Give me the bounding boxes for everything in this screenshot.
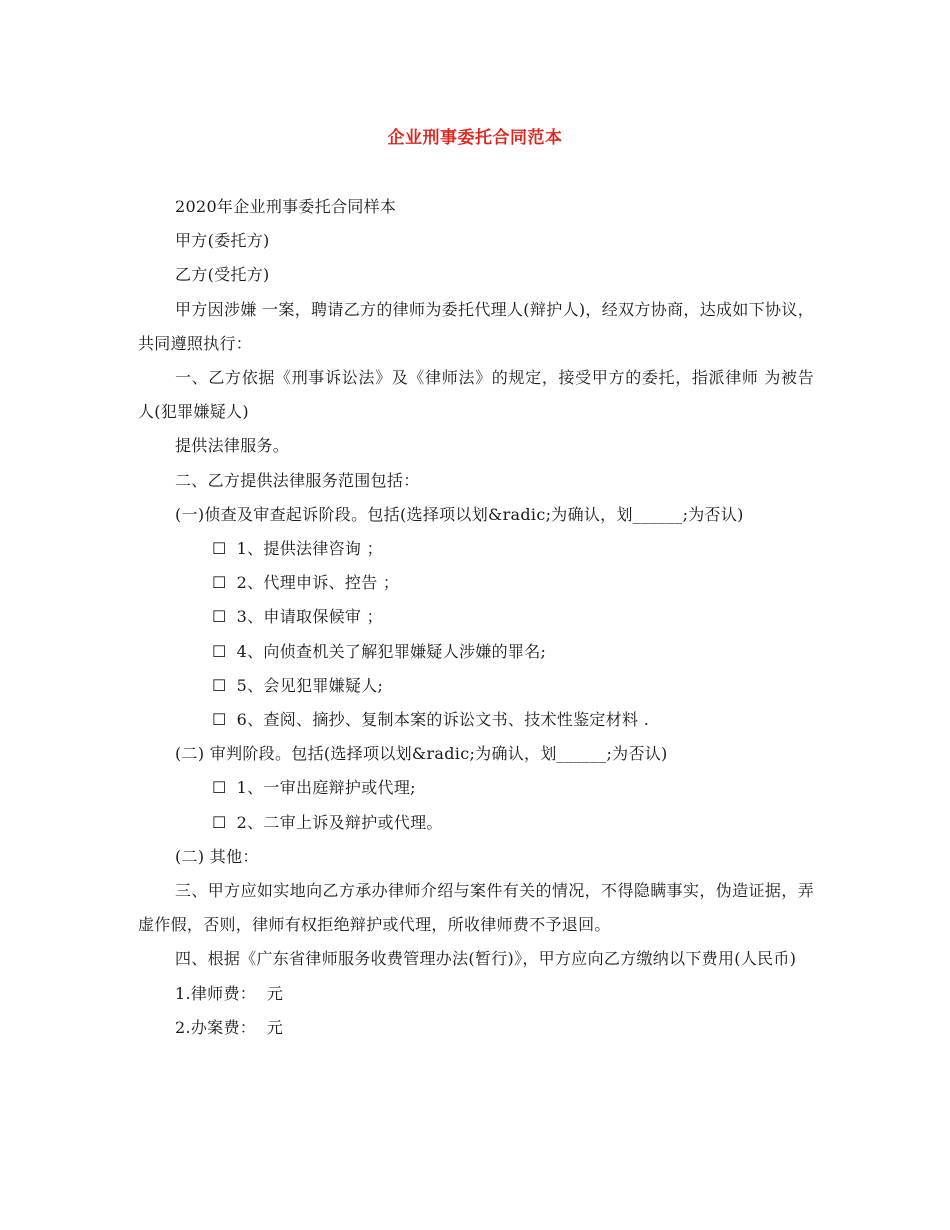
checkbox-icon[interactable]: ☐ [212, 812, 227, 832]
document-body [138, 190, 814, 1045]
fee-lawyer-line: 1.律师费： 元 [175, 983, 284, 1003]
clause-4-paragraph: 四、根据《广东省律师服务收费管理办法(暂行)》，甲方应向乙方缴纳以下费用(人民币) [175, 949, 797, 969]
checkbox-item-label: 5、会见犯罪嫌疑人; [236, 675, 384, 695]
checkbox-item-label: 1、提供法律咨询 ； [236, 539, 383, 559]
checkbox-item [138, 771, 814, 805]
checkbox-item [138, 566, 814, 600]
checkbox-icon[interactable]: ☐ [212, 607, 227, 627]
checkbox-icon[interactable]: ☐ [212, 710, 227, 730]
doc-heading-line: 2020年企业刑事委托合同样本 [175, 197, 397, 216]
checkbox-icon[interactable]: ☐ [212, 778, 227, 798]
checkbox-item-label: 4、向侦查机关了解犯罪嫌疑人涉嫌的罪名; [236, 641, 547, 661]
checkbox-item [138, 635, 814, 669]
checkbox-item-label: 3、申请取保候审 ； [236, 607, 383, 627]
party-b-line: 乙方(受托方) [175, 265, 270, 285]
checkbox-item [138, 532, 814, 566]
checkbox-icon[interactable]: ☐ [212, 539, 227, 559]
checkbox-item-label: 2、二审上诉及辩护或代理。 [236, 812, 443, 832]
checkbox-item [138, 669, 814, 703]
checkbox-item-label: 1、一审出庭辩护或代理; [236, 778, 416, 798]
checkbox-icon[interactable]: ☐ [212, 641, 227, 661]
checkbox-item [138, 600, 814, 634]
clause-1-paragraph: 一、乙方依据《刑事诉讼法》及《律师法》的规定，接受甲方的委托，指派律师 为被告人(犯罪嫌疑人) [138, 368, 814, 422]
stage-2-heading: (二) 审判阶段。包括(选择项以划&radic;为确认，划______;为否认) [175, 744, 668, 764]
checkbox-icon[interactable]: ☐ [212, 675, 227, 695]
clause-3-paragraph: 三、甲方应如实地向乙方承办律师介绍与案件有关的情况，不得隐瞒事实，伪造证据，弄虚作假，否则，律师有权拒绝辩护或代理，所收律师费不予退回。 [138, 881, 814, 935]
checkbox-item-label: 2、代理申诉、控告 ； [236, 573, 400, 593]
checkbox-item [138, 703, 814, 737]
checkbox-icon[interactable]: ☐ [212, 573, 227, 593]
intro-paragraph: 甲方因涉嫌 一案，聘请乙方的律师为委托代理人(辩护人)，经双方协商，达成如下协议，共同遵照执行： [138, 299, 814, 353]
clause-1-continuation: 提供法律服务。 [175, 436, 290, 456]
other-heading: (二) 其他： [175, 846, 259, 866]
checkbox-item-label: 6、查阅、摘抄、复制本案的诉讼文书、技术性鉴定材料 . [236, 710, 650, 730]
party-a-line: 甲方(委托方) [175, 231, 270, 251]
checkbox-item [138, 806, 814, 840]
fee-case-line: 2.办案费： 元 [175, 1017, 284, 1037]
stage-1-heading: (一)侦查及审查起诉阶段。包括(选择项以划&radic;为确认，划______;为否认) [175, 504, 744, 524]
document-title: 企业刑事委托合同范本 [387, 128, 563, 148]
clause-2-heading: 二、乙方提供法律服务范围包括： [175, 470, 420, 490]
